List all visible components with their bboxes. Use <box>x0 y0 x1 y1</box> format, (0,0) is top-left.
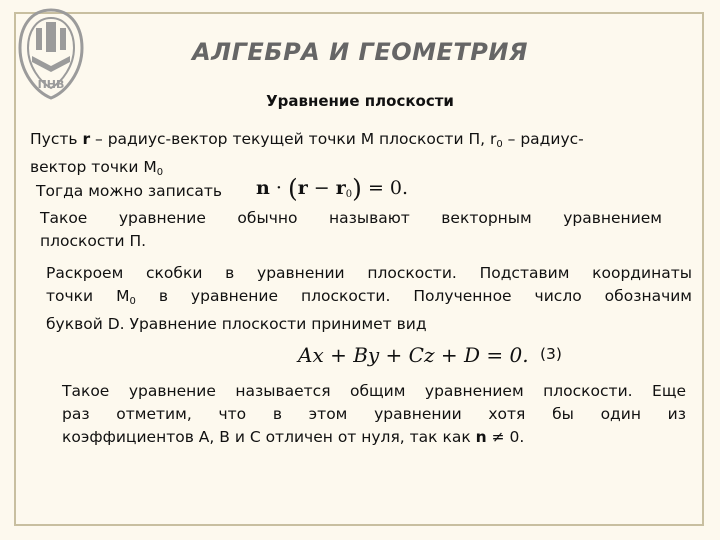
paragraph-4-line-2: раз отметим, что в этом уравнении хотя бы один из <box>62 405 686 423</box>
equation-number: (3) <box>540 345 562 363</box>
paragraph-4 <box>62 380 686 449</box>
paragraph-1-line-1: Пусть r – радиус-вектор текущей точки М плоскости П, $r_0$ – радиус- <box>30 130 584 150</box>
paragraph-3-line-2: точки $М_0$ в уравнение плоскости. Полученное число обозначим <box>46 287 693 307</box>
paragraph-3 <box>46 262 692 336</box>
page-subtitle: Уравнение плоскости <box>266 92 454 110</box>
write-intro-text: Тогда можно записать <box>36 182 223 200</box>
paragraph-4-line-3: коэффициентов А, В и С отличен от нуля, так как n ≠ 0. <box>62 428 525 446</box>
paragraph-2-line-2: плоскости П. <box>40 232 147 250</box>
paragraph-1-line-2: вектор точки $М_0$ <box>30 158 164 178</box>
vector-equation: $n \cdot (r - r_0) = 0$. <box>256 174 409 203</box>
paragraph-3-line-3: буквой D. Уравнение плоскости принимет вид <box>46 315 427 333</box>
paragraph-2 <box>40 207 662 253</box>
paragraph-2-line-1: Такое уравнение обычно называют векторным уравнением <box>40 209 662 227</box>
paragraph-3-line-1: Раскроем скобки в уравнении плоскости. Подставим координаты <box>46 264 692 282</box>
paragraph-4-line-1: Такое уравнение называется общим уравнением плоскости. Еще <box>62 382 686 400</box>
page-title: АЛГЕБРА И ГЕОМЕТРИЯ <box>192 38 528 66</box>
general-plane-equation: Ax + By + Cz + D = 0. <box>298 343 529 367</box>
logo-text: ПНВ <box>37 78 65 91</box>
